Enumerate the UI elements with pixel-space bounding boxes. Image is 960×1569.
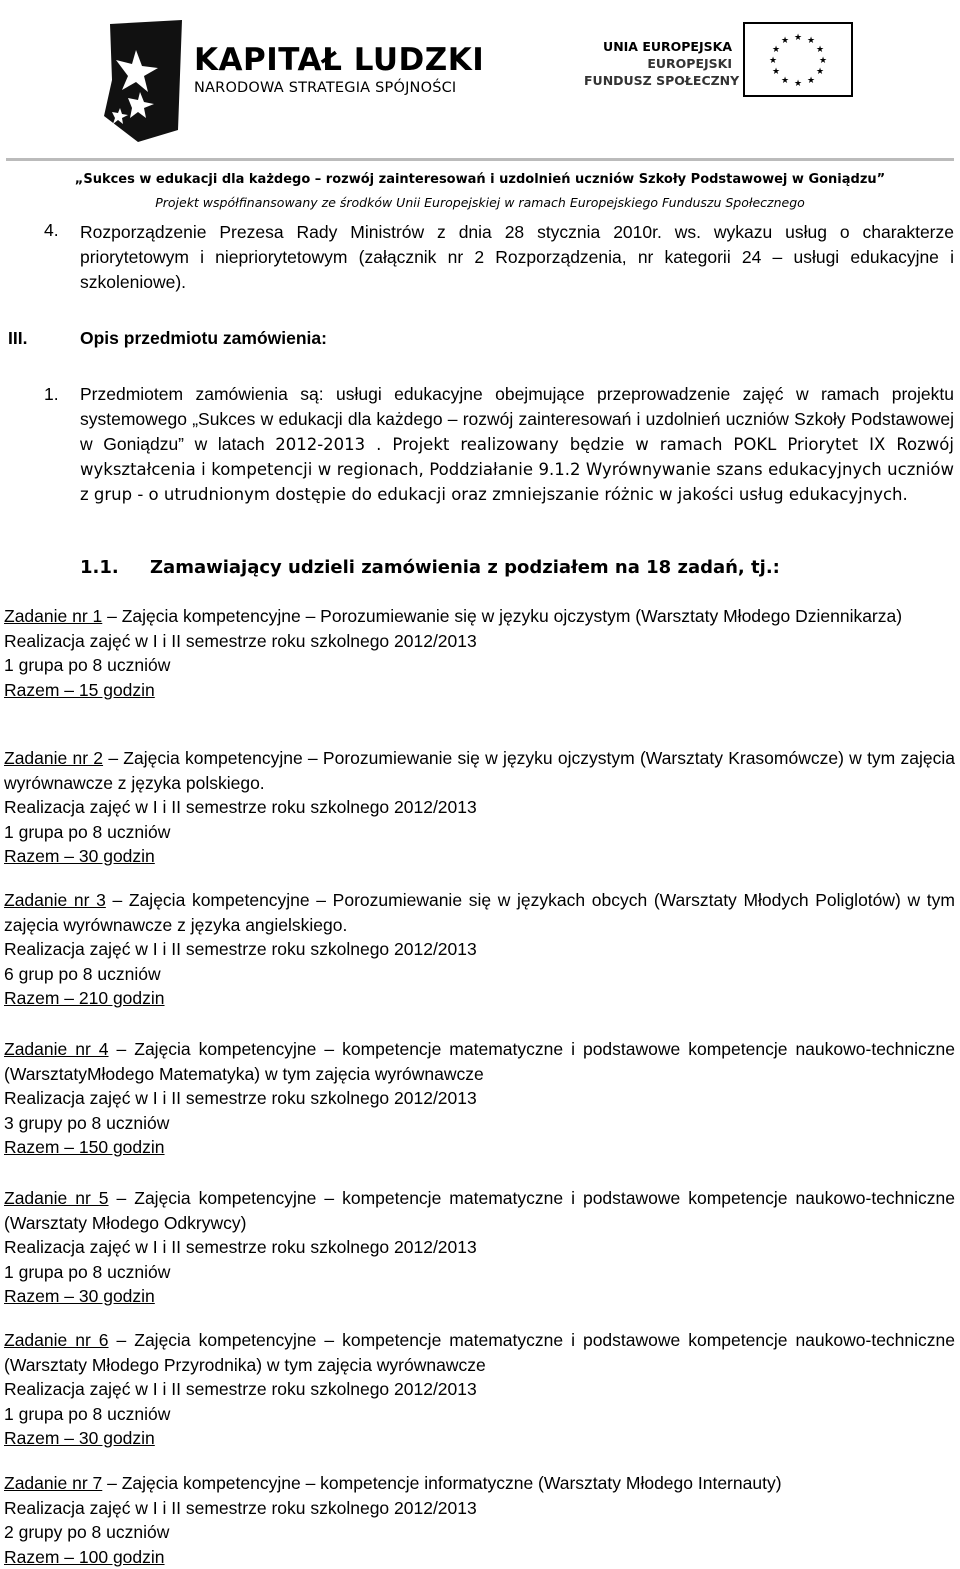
task-description: – Zajęcia kompetencyjne – kompetencje informatyczne (Warsztaty Młodego Internauty) <box>107 1473 782 1493</box>
task-heading <box>4 746 955 795</box>
logo-right-text <box>584 38 740 89</box>
item1-text-part1: Przedmiotem zamówienia są: usługi edukacyjne obejmujące przeprowadzenie zajęć w ramach projektu systemowego „Sukces w edukacji dla każdego – rozwój zainteresowań i uzdolnień uczniów Szkoły Podstawowej w Goniądzu” w latach <box>80 384 954 454</box>
svg-text:★: ★ <box>768 56 778 66</box>
task-2 <box>4 746 955 869</box>
kapital-ludzki-logo-icon <box>98 20 188 142</box>
task-description: – Zajęcia kompetencyjne – Porozumiewanie się w języku ojczystym (Warsztaty Młodego Dziennikarza) <box>107 606 903 626</box>
svg-text:★: ★ <box>793 33 803 43</box>
task-total: Razem – 30 godzin <box>4 846 155 866</box>
header-divider <box>6 158 954 161</box>
svg-text:★: ★ <box>771 45 781 55</box>
svg-text:★: ★ <box>806 76 816 86</box>
task-4 <box>4 1037 955 1160</box>
project-funding: Projekt współfinansowany ze środków Unii Europejskiej w ramach Europejskiego Funduszu Społecznego <box>155 195 805 210</box>
task-7 <box>4 1471 955 1569</box>
svg-text:★: ★ <box>806 36 816 46</box>
item1-number: 1. <box>44 384 59 404</box>
task-groups: 3 grupy po 8 uczniów <box>4 1112 170 1133</box>
task-label: Zadanie nr 3 <box>4 890 106 910</box>
task-description: – Zajęcia kompetencyjne – kompetencje matematyczne i podstawowe kompetencje naukowo-techniczne (WarsztatyMłodego Matematyka) w tym zajęcia wyrównawcze <box>4 1039 955 1084</box>
task-realization: Realizacja zajęć w I i II semestrze roku szkolnego 2012/2013 <box>4 1379 477 1399</box>
task-3 <box>4 888 955 1011</box>
item1-1-number: 1.1. <box>80 557 119 578</box>
task-realization: Realizacja zajęć w I i II semestrze roku szkolnego 2012/2013 <box>4 939 477 959</box>
logo-right-line1: UNIA EUROPEJSKA <box>603 39 732 54</box>
task-description: – Zajęcia kompetencyjne – kompetencje matematyczne i podstawowe kompetencje naukowo-techniczne (Warsztaty Młodego Przyrodnika) w tym zajęcia wyrównawcze <box>4 1330 955 1375</box>
task-realization: Realizacja zajęć w I i II semestrze roku szkolnego 2012/2013 <box>4 630 477 651</box>
task-label: Zadanie nr 2 <box>4 748 104 768</box>
task-groups: 2 grupy po 8 uczniów <box>4 1522 170 1542</box>
eu-flag-icon <box>743 22 853 97</box>
svg-text:★: ★ <box>818 56 828 66</box>
svg-text:★: ★ <box>815 45 825 55</box>
item1-text-part2: 2012-2013 . Projekt realizowany będzie w ramach POKL Priorytet IX Rozwój wykształcenia i kompetencji w regionach, Poddziałanie 9.1.2 Wyrównywanie szans edukacyjnych uczniów z grup - o utrudnionym dostępie do edukacji oraz zmniejszanie różnic w jakości usług edukacyjnych. <box>80 435 954 504</box>
task-realization: Realizacja zajęć w I i II semestrze roku szkolnego 2012/2013 <box>4 1497 477 1518</box>
item1-text <box>80 382 954 507</box>
project-title: „Sukces w edukacji dla każdego – rozwój zainteresowań i uzdolnień uczniów Szkoły Podstawowej w Goniądzu” <box>74 172 886 187</box>
logo-right-line3: FUNDUSZ SPOŁECZNY <box>584 73 740 88</box>
task-groups: 1 grupa po 8 uczniów <box>4 1403 171 1424</box>
section-number: III. <box>8 328 28 348</box>
item1-1-heading <box>80 557 780 578</box>
task-heading <box>4 1037 955 1086</box>
task-description: – Zajęcia kompetencyjne – Porozumiewanie się w językach obcych (Warsztaty Młodych Poliglotów) w tym zajęcia wyrównawcze z języka angielskiego. <box>4 890 955 935</box>
task-total: Razem – 30 godzin <box>4 1428 155 1448</box>
task-heading <box>4 604 955 629</box>
task-description: – Zajęcia kompetencyjne – kompetencje matematyczne i podstawowe kompetencje naukowo-techniczne (Warsztaty Młodego Odkrywcy) <box>4 1188 955 1233</box>
task-total: Razem – 30 godzin <box>4 1286 155 1306</box>
item4-text: Rozporządzenie Prezesa Rady Ministrów z dnia 28 stycznia 2010r. ws. wykazu usług o charakterze priorytetowym i niepriorytetowym (załącznik nr 2 Rozporządzenia, nr kategorii 24 – usługi edukacyjne i szkoleniowe). <box>80 222 954 292</box>
logo-left-title: KAPITAŁ LUDZKI <box>194 42 485 78</box>
task-groups: 1 grupa po 8 uczniów <box>4 1261 171 1282</box>
task-realization: Realizacja zajęć w I i II semestrze roku szkolnego 2012/2013 <box>4 797 477 817</box>
task-heading <box>4 1186 955 1235</box>
task-label: Zadanie nr 4 <box>4 1039 109 1059</box>
task-total: Razem – 15 godzin <box>4 679 155 700</box>
task-realization: Realizacja zajęć w I i II semestrze roku szkolnego 2012/2013 <box>4 1237 477 1257</box>
task-label: Zadanie nr 7 <box>4 1473 103 1493</box>
task-description: – Zajęcia kompetencyjne – Porozumiewanie się w języku ojczystym (Warsztaty Krasomówcze) w tym zajęcia wyrównawcze z języka polskiego. <box>4 748 955 793</box>
task-groups: 1 grupa po 8 uczniów <box>4 655 171 675</box>
task-heading <box>4 888 955 937</box>
task-1 <box>4 604 955 702</box>
task-total: Razem – 100 godzin <box>4 1546 165 1567</box>
task-heading <box>4 1328 955 1377</box>
task-groups: 1 grupa po 8 uczniów <box>4 821 171 842</box>
svg-text:★: ★ <box>771 67 781 77</box>
task-heading <box>4 1471 955 1496</box>
svg-text:★: ★ <box>815 67 825 77</box>
task-realization: Realizacja zajęć w I i II semestrze roku szkolnego 2012/2013 <box>4 1088 477 1108</box>
task-total: Razem – 150 godzin <box>4 1137 165 1157</box>
task-label: Zadanie nr 5 <box>4 1188 109 1208</box>
task-5 <box>4 1186 955 1309</box>
task-groups: 6 grup po 8 uczniów <box>4 963 161 984</box>
task-label: Zadanie nr 6 <box>4 1330 109 1350</box>
task-total: Razem – 210 godzin <box>4 988 165 1008</box>
task-6 <box>4 1328 955 1451</box>
item1-1-text: Zamawiający udzieli zamówienia z podziałem na 18 zadań, tj.: <box>150 557 780 578</box>
svg-text:★: ★ <box>793 79 803 89</box>
page-header <box>0 0 960 160</box>
task-label: Zadanie nr 1 <box>4 606 103 626</box>
logo-right-line2: EUROPEJSKI <box>647 56 732 71</box>
logo-left-subtitle: NARODOWA STRATEGIA SPÓJNOŚCI <box>194 80 457 96</box>
section-title: Opis przedmiotu zamówienia: <box>80 328 327 348</box>
item4-number: 4. <box>44 220 59 240</box>
svg-text:★: ★ <box>780 76 790 86</box>
svg-text:★: ★ <box>780 36 790 46</box>
